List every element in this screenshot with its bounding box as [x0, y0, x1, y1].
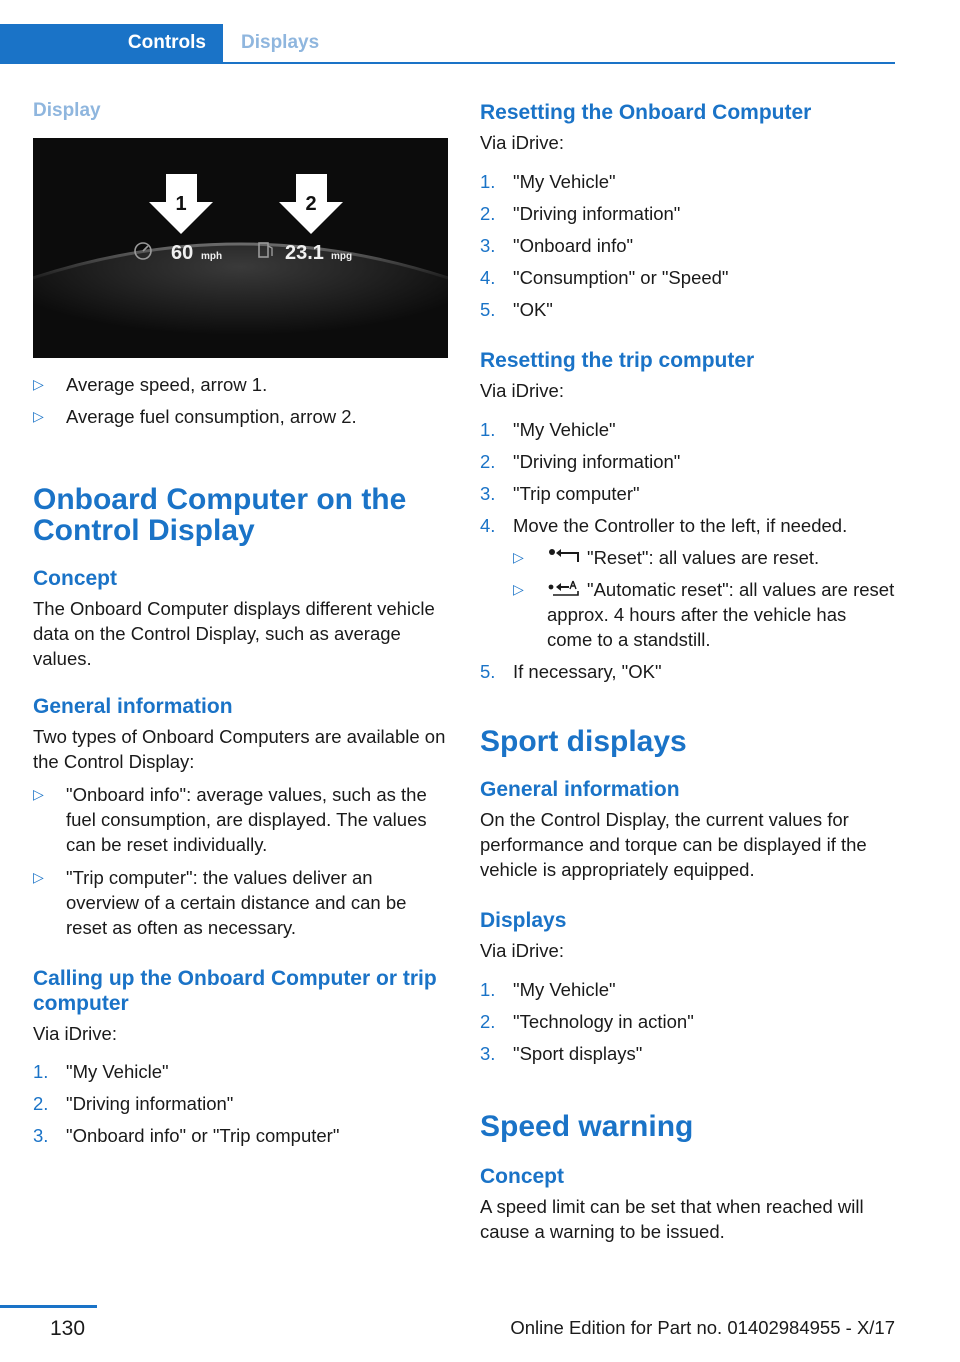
sport-general-text: On the Control Display, the current values for performance and torque can be displayed if the vehicle is appropriately equipped.: [480, 809, 867, 880]
bullet-marker: ▷: [33, 376, 44, 392]
reset-onboard-heading: Resetting the Onboard Computer: [480, 101, 812, 124]
displays-steps: [480, 977, 895, 1066]
display-figure: [33, 138, 448, 358]
page-number: 130: [50, 1317, 86, 1340]
section-title-speed-warning: Speed warning: [480, 1110, 694, 1143]
tab-controls[interactable]: Controls: [0, 24, 223, 62]
calling-heading: Calling up the Onboard Computer or trip computer: [33, 967, 437, 1015]
speed-concept-heading: Concept: [480, 1165, 564, 1188]
list-item: 5. If necessary, "OK": [480, 661, 662, 682]
arrow-2-label: 2: [305, 193, 317, 215]
list-item: 1. "My Vehicle": [480, 979, 616, 1000]
bullet-marker: ▷: [33, 786, 44, 802]
list-item: 1. "My Vehicle": [480, 419, 616, 440]
list-item: ▷ Average speed, arrow 1.: [33, 374, 268, 395]
consumption-unit: mpg: [331, 251, 353, 262]
speed-concept-text: A speed limit can be set that when reached will cause a warning to be issued.: [480, 1196, 864, 1242]
concept-text: The Onboard Computer displays different vehicle data on the Control Display, such as average values.: [33, 598, 435, 669]
list-item: 5. "OK": [480, 299, 553, 320]
displays-via: Via iDrive:: [480, 940, 564, 961]
bullet-marker: ▷: [513, 581, 524, 597]
list-item: 2. "Driving information": [480, 451, 681, 472]
left-column: [33, 100, 448, 1148]
list-item: 1. "My Vehicle": [480, 171, 616, 192]
display-bullet-list: [33, 372, 448, 429]
speed-value: 60: [171, 242, 194, 264]
instrument-cluster-image: [33, 138, 448, 358]
calling-via: Via iDrive:: [33, 1023, 117, 1044]
tab-displays[interactable]: Displays: [241, 32, 320, 53]
list-item: ▷ Average fuel consumption, arrow 2.: [33, 406, 357, 427]
reset-trip-steps: [480, 417, 895, 684]
section-title-sport: Sport displays: [480, 725, 687, 758]
list-item: 3. "Sport displays": [480, 1043, 643, 1064]
page-header: [0, 24, 895, 64]
footer-divider: [0, 1305, 97, 1308]
reset-onboard-steps: [480, 169, 895, 322]
consumption-value: 23.1: [285, 242, 324, 264]
general-heading: General information: [33, 695, 233, 718]
edition-text: Online Edition for Part no. 01402984955 - X/17: [510, 1317, 895, 1338]
calling-steps: [33, 1059, 448, 1148]
reset-trip-heading: Resetting the trip computer: [480, 349, 755, 372]
bullet-marker: ▷: [33, 408, 44, 424]
list-item: 4. Move the Controller to the left, if needed. ▷ "Reset": all values are reset. ▷ "Automatic reset": all values are reset approx. 4 hours after the vehicle has come to a standstill.: [480, 515, 895, 650]
list-item: 3. "Trip computer": [480, 483, 640, 504]
reset-options-list: [513, 545, 895, 652]
list-item: ▷ "Automatic reset": all values are reset approx. 4 hours after the vehicle has come to a standstill.: [513, 579, 895, 650]
list-item: 2. "Driving information": [33, 1093, 234, 1114]
list-item: 2. "Driving information": [480, 203, 681, 224]
reset-trip-via: Via iDrive:: [480, 380, 564, 401]
speed-unit: mph: [201, 251, 223, 262]
list-item: 2. "Technology in action": [480, 1011, 694, 1032]
arrow-1-label: 1: [175, 193, 187, 215]
list-item: ▷ "Onboard info": average values, such as the fuel consumption, are displayed. The values can be reset individually.: [33, 784, 427, 855]
bullet-marker: ▷: [513, 549, 524, 565]
sport-general-heading: General information: [480, 778, 680, 801]
bullet-marker: ▷: [33, 869, 44, 885]
automatic-reset-icon: [547, 580, 581, 598]
display-heading: Display: [33, 100, 101, 121]
list-item: 1. "My Vehicle": [33, 1061, 169, 1082]
list-item: 4. "Consumption" or "Speed": [480, 267, 729, 288]
reset-icon: [547, 548, 581, 566]
concept-heading: Concept: [33, 567, 117, 590]
list-item: 3. "Onboard info": [480, 235, 634, 256]
general-bullet-list: [33, 782, 448, 940]
section-title-onboard: Onboard Computer on the Control Display: [33, 483, 407, 547]
list-item: ▷ "Trip computer": the values deliver an overview of a certain distance and can be reset as often as necessary.: [33, 867, 407, 938]
reset-onboard-via: Via iDrive:: [480, 132, 564, 153]
general-text: Two types of Onboard Computers are available on the Control Display:: [33, 726, 446, 772]
displays-heading: Displays: [480, 909, 567, 932]
right-column: [480, 100, 895, 1244]
list-item: ▷ "Reset": all values are reset.: [513, 547, 820, 568]
list-item: 3. "Onboard info" or "Trip computer": [33, 1125, 340, 1146]
